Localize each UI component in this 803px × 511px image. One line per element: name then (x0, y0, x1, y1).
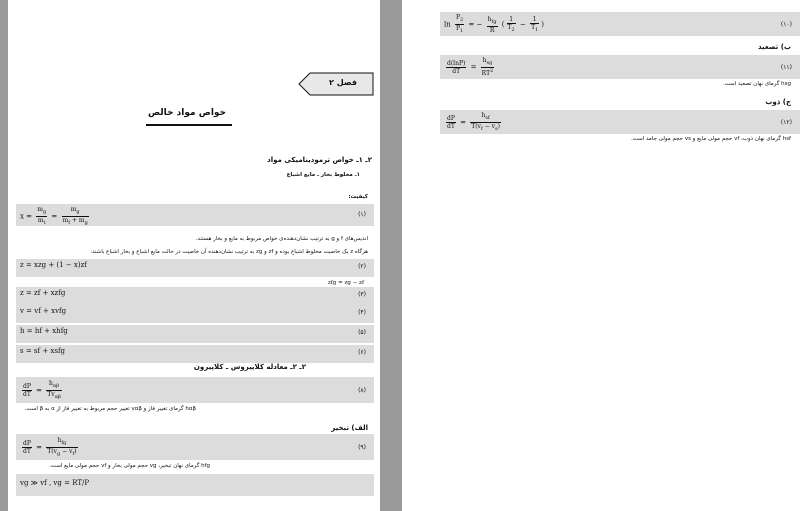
equation-row-5 (16, 325, 374, 343)
chapter-title: خواص مواد خالص (148, 108, 227, 118)
equation-row-2 (16, 259, 374, 277)
equation-row-10 (440, 12, 800, 36)
equation-row-approx (16, 474, 374, 496)
equation-8-number: (۸) (358, 387, 366, 394)
equation-row-1 (16, 204, 374, 226)
equation-9-lhs: $\frac{dP}{dT}$ = $\frac{h_{fg}}{T(v_g - v_f)}$ (23, 437, 77, 458)
melting-heading: ج) ذوب (765, 98, 791, 106)
section-heading-clapeyron: ۲ـ ۲ـ معادله کلاپیروس ـ کلاپیرون (193, 363, 306, 371)
chapter-tab (298, 72, 374, 96)
equation-3-lhs: z = zf + xzfg (20, 289, 66, 297)
chapter-label: فصل ۲ (329, 78, 357, 87)
equation-8-lhs: $\frac{dP}{dT}$ = $\frac{h_{\alpha\beta}}{Tv_{\alpha\beta}}$ (23, 380, 61, 401)
equation-1-lhs: x = $\frac{m_g}{m_t}$ = $\frac{m_g}{m_f + m_g}$ (20, 206, 88, 227)
approximation-equation: vg ≫ vf , vg = RT/P (20, 479, 90, 487)
equation-4-number: (۴) (358, 309, 366, 316)
equation-2-lhs: z = xzg + (1 − x)zf (20, 261, 87, 269)
equation-5-number: (۵) (358, 329, 366, 336)
equation-6-number: (۶) (358, 349, 366, 356)
evaporation-description: hfg گرمای نهان تبخیر، vg حجم مولی بخار و vf حجم مولی مایع است. (49, 463, 210, 469)
sublimation-heading: ب) تصعید (757, 43, 791, 51)
equation-9-number: (۹) (358, 444, 366, 451)
equation-5-lhs: h = hf + xhfg (20, 327, 68, 335)
equation-row-9 (16, 434, 374, 460)
melting-description: hsf گرمای نهان ذوب، vf حجم مولی مایع و vs حجم مولی جامد است. (630, 136, 791, 142)
equation-1-number: (۱) (358, 211, 366, 218)
equation-row-4 (16, 305, 374, 323)
zfg-definition: zfg = zg − zf (327, 280, 364, 286)
subheading-saturated-mix: ۱ـ مخلوط بخار ـ مایع اشباع (286, 172, 360, 178)
right-page (402, 0, 803, 511)
section-heading-thermo: ۲ـ ۱ـ خواص ترمودینامیکی مواد (267, 156, 372, 164)
equation-12-lhs: $\frac{dP}{dT}$ = $\frac{h_{sf}}{T(v_f - v_s)}$ (447, 112, 500, 133)
equation-row-11 (440, 55, 800, 79)
equation-row-6 (16, 345, 374, 363)
equation-2-number: (۲) (358, 263, 366, 270)
equation-4-lhs: v = vf + xvfg (20, 307, 67, 315)
equation-row-3 (16, 287, 374, 305)
equation-12-number: (۱۲) (780, 119, 792, 126)
title-underline (146, 124, 232, 126)
equation-11-number: (۱۱) (780, 64, 792, 71)
equation-6-lhs: s = sf + xsfg (20, 347, 66, 355)
equation-10-number: (۱۰) (780, 21, 792, 28)
quality-label: کیفیت: (348, 194, 368, 200)
evaporation-heading: الف) تبخیر (331, 424, 368, 432)
sublimation-description: hsg گرمای نهان تصعید است. (723, 81, 791, 87)
desc-fg-indices: اندیس‌های f و g به ترتیب نشان‌دهنده‌ی خواص مربوط به مایع و بخار هستند. (195, 236, 368, 242)
equation-row-8 (16, 377, 374, 403)
equation-row-12 (440, 110, 800, 134)
equation-3-number: (۳) (358, 291, 366, 298)
equation-10-lhs: ln $\frac{P_2}{P_1}$ = − $\frac{h_{fg}}{R}$ ( $\frac{1}{T_2}$ − $\frac{1}{T_1}$ ) (444, 14, 544, 35)
clapeyron-description: hαβ گرمای تغییر فاز و vαβ تغییر حجم مربوط به تغییر فاز از α به β است. (24, 406, 196, 412)
left-page (8, 0, 380, 511)
desc-property-z: هرگاه z یک خاصیت مخلوط اشباع بوده و zf و zg به ترتیب نشان‌دهنده آن خاصیت در حالت مایع اشباع و بخار اشباع باشند: (90, 249, 368, 255)
equation-11-lhs: $\frac{d(\ln P)}{dT}$ = $\frac{h_{sg}}{RT^2}$ (447, 57, 494, 78)
